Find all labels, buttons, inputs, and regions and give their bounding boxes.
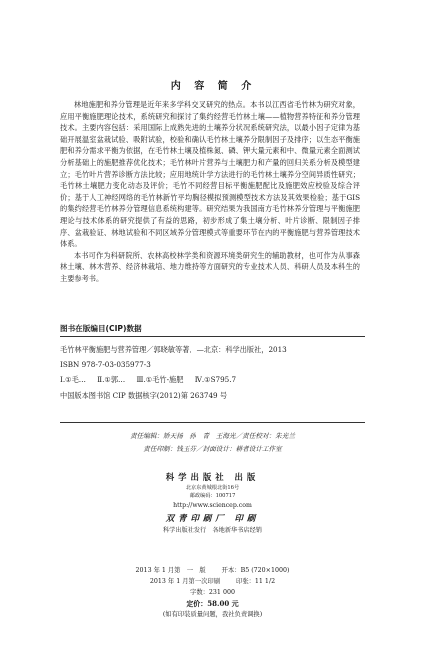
format-text: 开本：B5 (720×1000) (221, 567, 290, 574)
credits-line: 责任编辑：矫天扬 孙 青 王海光／责任校对：朱光兰 (130, 432, 295, 440)
cip-heading: 图书在版编目(CIP)数据 (60, 324, 142, 333)
distribution-line: 科学出版社发行 各地新华书店经销 (163, 527, 262, 535)
publisher-name: 科学出版社 出版 (165, 472, 260, 482)
abstract-paragraph: 本书可作为科研院所、农林高校林学类和资源环境类研究生的辅助教材，也可作为从事森林土壤、林木营养、经济林栽培、地力维持等方面研究的专业技术人员、科研人员及本科生的主要参考书。 (60, 250, 360, 283)
publication-info (60, 565, 365, 620)
cip-data (60, 342, 370, 403)
price: 定价：58.00 元 (186, 599, 239, 608)
cip-classification (60, 372, 370, 387)
divider (60, 422, 365, 423)
publisher-website: http://www.sciencep.com (173, 502, 252, 510)
printer-name: 双青印刷厂 印刷 (165, 513, 260, 524)
publisher-block (60, 470, 365, 536)
abstract-paragraph: 林地施肥和养分管理是近年来多学科交叉研究的热点。本书以江西省毛竹林为研究对象，应用平衡施肥理论技术，系统研究和探讨了集约经营毛竹林土壤——植物营养特征和养分管理技术。主要内容包括：采用国际上成熟先进的土壤养分状况系统研究法，以最小因子定律为基础开展温室盆栽试验、吸附试验，校验和确认毛竹林土壤养分限制因子及排序；以生态平衡施肥和养分需求平衡为依据，在毛竹林土壤及植株氮、磷、钾大量元素和中、微量元素全面测试分析基础上的施肥推荐优化技术；毛竹林叶片营养与土壤肥力和产量的回归关系分析及模型建立；毛竹叶片营养诊断方法比较；应用地统计学方法进行的毛竹林土壤养分空间异质性研究；毛竹林土壤肥力变化动态及评价；毛竹不同经营目标平衡施肥配比及施肥效应校验及综合评价；基于人工神经网络的毛竹林新竹平均胸径模拟预测模型技术方法及其效果检验；基于GIS的集约经营毛竹林养分管理信息系统构建等。研究结果为我国南方毛竹林养分管理与平衡施肥理论与技术体系的研究提供了有益的思路，初步形成了集土壤分析、叶片诊断、限制因子排序、盆栽验证、林地试验和不同区域养分管理模式等重要环节在内的平衡施肥与营养管理技术体系。 (60, 100, 360, 249)
page-title: 内 容 简 介 (170, 81, 257, 92)
cip-book-line: 毛竹林平衡施肥与营养管理／郭晓敏等著．—北京：科学出版社，2013 (60, 345, 287, 354)
sheets-text: 印张：11 1/2 (236, 578, 276, 585)
cip-isbn: ISBN 978-7-03-035977-3 (60, 360, 151, 370)
cip-class-item: Ⅳ.①S795.7 (194, 375, 237, 385)
publisher-postcode: 邮政编码：100717 (189, 493, 236, 500)
divider (60, 336, 365, 337)
publisher-address: 北京东黄城根北街16号 (185, 485, 240, 491)
cip-class-item: Ⅲ.①毛竹-施肥 (136, 375, 184, 385)
edition-row (60, 565, 365, 576)
word-count: 字数：231 000 (190, 589, 235, 596)
cip-class-item: Ⅰ.①毛… (60, 375, 86, 385)
print-row (60, 576, 365, 587)
cip-class-item: Ⅱ.①郭… (97, 375, 126, 385)
credits-line: 责任印制：钱玉芬／封面设计：耕者设计工作室 (143, 444, 282, 453)
editorial-credits (60, 430, 365, 455)
cip-record: 中国版本图书馆 CIP 数据核字(2012)第 263749 号 (60, 390, 228, 400)
quality-notice: (如有印装质量问题，我社负责调换) (162, 611, 263, 618)
print-text: 2013 年 1 月第一次印刷 (149, 578, 221, 585)
abstract-section (60, 99, 360, 285)
edition-text: 2013 年 1 月第 一 版 (135, 567, 206, 574)
